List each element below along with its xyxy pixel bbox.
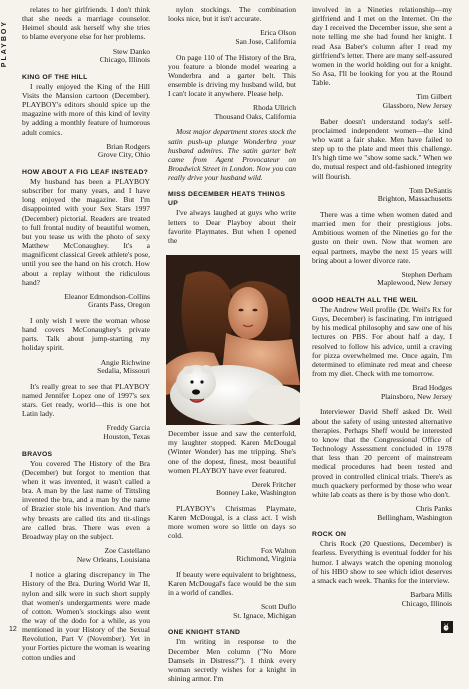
- letter-paragraph: There was a time when women dated and married men for their prestigious jobs. Ambitious women of the Nineties go for the gusto on their own. Now that women are equal partners, maybe the next 15 years will bring about a lower divorce rate.: [312, 209, 452, 265]
- letter-paragraph: My husband has been a PLAYBOY subscriber for many years, and I have long enjoyed the magazine. But I'm disappointed with your Sex Stars 1997 (December) pictorial. Readers are treated to full frontal nudity of beautiful women, but you tease us with the photo of sexy Matthew McConaughey. It's a magnificent classical Greek athlete's pose, until you see the hand on his crotch. How about a replay without the ridiculous hand?: [22, 176, 150, 287]
- letter-paragraph: I'm writing in response to the December Men column ("No More Damsels in Distress?"). I think every woman secretly wishes for a knight in shining armor. I'm: [168, 637, 296, 684]
- signature-location: Chicago, Illinois: [99, 55, 150, 65]
- signature-location: Chicago, Illinois: [401, 598, 452, 608]
- signature-name: Brad Hodges: [412, 383, 452, 393]
- signature-location: Brighton, Massachusetts: [377, 194, 452, 204]
- signature-name: Angie Richwine: [100, 357, 150, 367]
- letter-signature: [168, 104, 296, 121]
- signature-name: Tom DeSantis: [409, 185, 452, 195]
- signature-location: Plainsboro, New Jersey: [380, 391, 452, 401]
- signature-location: Grove City, Ohio: [97, 150, 150, 160]
- column-3: [312, 5, 452, 614]
- section-heading: MISS DECEMBER HEATS THINGS UP: [168, 191, 286, 208]
- signature-location: New Orleans, Louisiana: [76, 554, 150, 564]
- letter-signature: [22, 424, 150, 441]
- letter-paragraph: On page 110 of The History of the Bra, you feature a blonde model wearing a Wonderbra and a garter belt. This ensemble is driving my husband wild, but I can't locate it anywhere. Please help.: [168, 52, 296, 99]
- signature-name: Barbara Mills: [410, 589, 452, 599]
- signature-name: Scott Duflo: [260, 602, 296, 612]
- signature-name: Tim Gilbert: [416, 92, 452, 102]
- letter-paragraph: Chris Rock (20 Questions, December) is fearless. Everything is eventual fodder for his humor. I always watch the opening monolog of his HBO show to see which idiot deserves a smack each week. Thanks for the interview.: [312, 539, 452, 585]
- signature-name: Erica Olson: [260, 28, 296, 38]
- signature-location: Glassboro, New Jersey: [382, 101, 452, 110]
- letter-paragraph: nylon stockings. The combination looks nice, but it isn't accurate.: [168, 5, 296, 24]
- letter-signature: [22, 293, 150, 310]
- signature-location: Houston, Texas: [103, 432, 150, 442]
- section-heading: ONE KNIGHT STAND: [168, 629, 241, 637]
- letter-signature: [312, 271, 452, 288]
- section-heading: GOOD HEALTH ALL THE WEIL: [312, 297, 418, 304]
- letter-signature: [312, 591, 452, 608]
- signature-location: Bellingham, Washington: [377, 512, 452, 522]
- letter-paragraph: I really enjoyed the King of the Hill Visits the Mansion cartoon (December). PLAYBOY's editors should spice up the magazine with more of this kind of levity by adding a monthly feature of humorous adult comics.: [22, 81, 150, 137]
- magazine-name: PLAYBOY: [1, 20, 8, 68]
- signature-location: St. Ignace, Michigan: [233, 610, 296, 620]
- signature-name: Stephen Derham: [401, 269, 452, 279]
- section-heading: HOW ABOUT A FIG LEAF INSTEAD?: [22, 168, 149, 176]
- letter-paragraph: I notice a glaring discrepancy in The History of the Bra. During World War II, nylon and silk were in such short supply that women's undergarments were made of cotton. Women's stockings also went the way of the dodo for a while, as you mentioned in your History of the Sexual Revolution, Part V (November). Yet in your Forties picture the woman is wearing cotton undies and: [22, 570, 150, 662]
- letter-paragraph: relates to her girlfriends. I don't think that she needs a marriage counselor. Heimel should ask herself why she tries to blame everyone else for her problems.: [22, 5, 150, 42]
- signature-name: Freddy Garcia: [106, 423, 150, 433]
- signature-name: Chris Panks: [415, 504, 452, 513]
- letter-signature: [168, 547, 296, 564]
- letter-paragraph: It's really great to see that PLAYBOY named Jennifer Lopez one of 1997's sex stars. Get ready, world—this is one hot Latin lady.: [22, 381, 150, 419]
- letter-signature: [22, 547, 150, 564]
- column-1: [22, 5, 150, 668]
- signature-location: Bonney Lake, Washington: [216, 488, 296, 498]
- letter-signature: [22, 48, 150, 65]
- letter-paragraph: Baber doesn't understand today's self-proclaimed independent women—the kind who want a fair shake. Men have failed to step up to the plate and meet this challenge. It's high time we "show some sack." When we do, mutual respect and old-fashioned integrity will flourish.: [312, 116, 452, 181]
- signature-location: Thousand Oaks, California: [214, 111, 296, 121]
- letter-paragraph: involved in a Nineties relationship—my girlfriend and I met on the Internet. On the day I received the December issue, she sent a note telling me she had found her knight. I read Asa Baber's column after I read my girlfriend's letter. There are many self-assured women in the world holding out for a knight. So Asa, I'll be looking for you at the Round Table.: [312, 5, 452, 88]
- signature-name: Zoe Castellano: [104, 546, 150, 556]
- letter-paragraph: PLAYBOY's Christmas Playmate, Karen McDougal, is a class act. I wish more women wore so little on days so cold.: [168, 504, 296, 541]
- letter-signature: [168, 29, 296, 46]
- letter-paragraph: Interviewer David Sheff asked Dr. Weil about the safety of using untested alternative therapies. Perhaps Sheff would be interested to know that the Congressional Office of Technology Assessment concluded in 1978 that less than 20 percent of mainstream medical procedures had been tested and proved in controlled clinical trials. There's as much quackery performed by those who wear white lab coats as there is by those who don't.: [312, 407, 452, 499]
- editor-note: Most major department stores stock the satin push-up plunge Wonderbra your husband admires. The satin garter belt came from Agent Provocateur on Broadwick Street in London. Now you can really drive your husband wild.: [168, 127, 296, 183]
- signature-name: Fox Walton: [260, 545, 296, 555]
- letter-paragraph: The Andrew Weil profile (Dr. Weil's Rx for Guys, December) is fascinating. I'm intrigued by his medical philosophy and saw one of his lectures on PBS. For about half a day, I resolved to follow his advice, until a craving for pizza overwhelmed me. Once again, I'm determined to eliminate red meat and cheese from my diet. Check with me tomorrow.: [312, 305, 452, 379]
- letter-signature: [312, 187, 452, 204]
- letter-signature: [168, 603, 296, 620]
- signature-location: Grants Pass, Oregon: [88, 300, 150, 310]
- letter-signature: [312, 93, 452, 110]
- letter-signature: [22, 359, 150, 376]
- signature-location: Sedalia, Missouri: [97, 366, 150, 376]
- letter-signature: [22, 143, 150, 160]
- signature-name: Rhoda Ullrich: [253, 103, 296, 113]
- section-heading: ROCK ON: [312, 531, 347, 539]
- section-heading: BRAVOS: [22, 450, 53, 458]
- signature-location: Maplewood, New Jersey: [377, 278, 452, 288]
- playmate-photo: [166, 255, 300, 425]
- letter-paragraph: If beauty were equivalent to brightness, Karen McDougal's face would be the sun in a world of candles.: [168, 569, 296, 598]
- section-heading: KING OF THE HILL: [22, 73, 88, 81]
- letter-paragraph: December issue and saw the centerfold, my laughter stopped. Karen McDougal (Winter Wonder) has me tripping. She's one of the dopest, finest, most beautiful women PLAYBOY have ever featured.: [168, 429, 296, 475]
- signature-name: Brian Rodgers: [106, 141, 150, 151]
- signature-name: Derek Fritcher: [251, 479, 296, 489]
- letter-signature: [168, 481, 296, 498]
- letter-paragraph: You covered The History of the Bra (December) but forgot to mention that when it was invented, it wasn't called a bra. A man by the last name of Tittsling invented the bra, and a man by the name of Brazier stole his invention. And that's why breasts are called tits and tit-slings are called bras. There was even a Broadway play on the subject.: [22, 458, 150, 541]
- page-number: 12: [9, 626, 17, 633]
- letter-paragraph: I've always laughed at guys who write letters to Dear Playboy about their favorite Playmates. But when I opened the: [168, 208, 296, 245]
- signature-location: San Jose, California: [235, 36, 296, 46]
- letter-paragraph: I only wish I were the woman whose hand covers McConaughey's private parts. Talk about jump-starting my holiday spirit.: [22, 316, 150, 353]
- signature-name: Eleanor Edmondson-Collins: [64, 291, 150, 301]
- letter-signature: [312, 505, 452, 522]
- signature-location: Richmond, Virginia: [236, 554, 296, 564]
- signature-name: Stew Danko: [112, 46, 150, 56]
- bunny-logo-icon: [441, 621, 453, 633]
- column-2: [168, 5, 296, 689]
- letter-signature: [312, 384, 452, 401]
